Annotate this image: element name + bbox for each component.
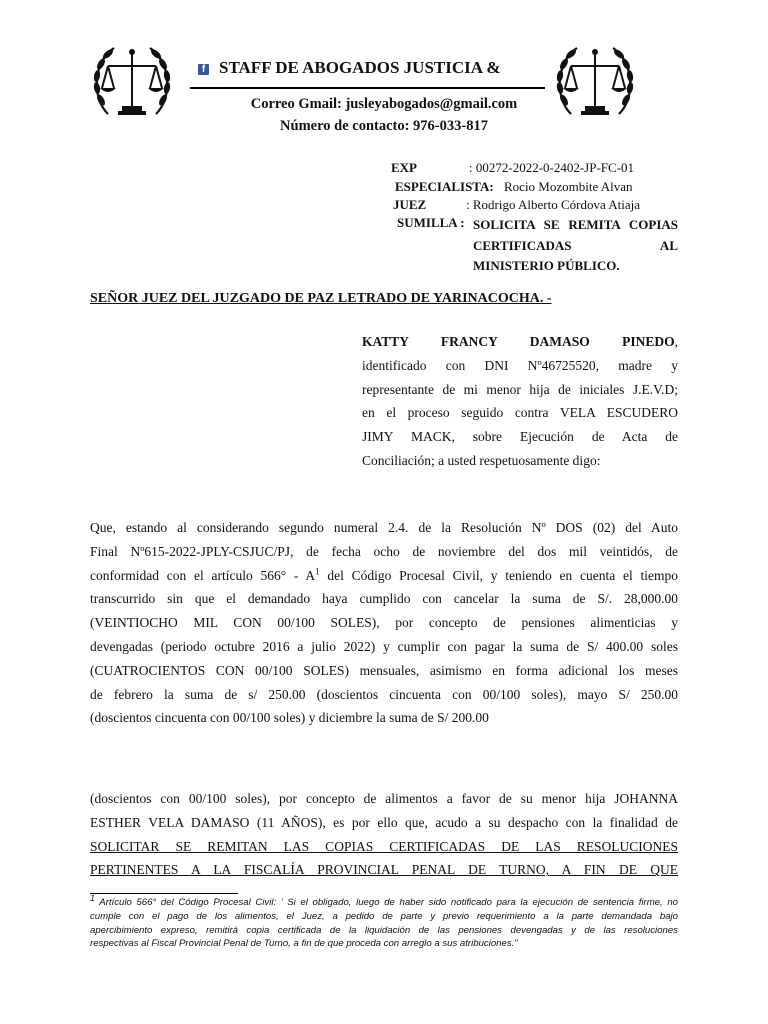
body-line-rest: del Código Procesal Civil, y teniendo en cuenta el tiempo — [319, 567, 679, 583]
footnote-line-text: Artículo 566° del Código Procesal Civil: ' Si el obligado, luego de haber sido notificado para la ejecución de sentencia firme, no — [95, 897, 678, 908]
body-line: transcurrido sin que el demandado haya cumplido con cancelar la suma de S/. 28,000.00 — [90, 591, 678, 607]
footnote-line: apercibimiento expreso, remitirá copia certificada de la liquidación de las pensiones devengadas y de las resoluciones — [90, 924, 678, 936]
juez-label: JUEZ — [393, 197, 427, 212]
body-line: (doscientos cincuenta con 00/100 soles) y diciembre la suma de S/ 200.00 — [90, 710, 489, 726]
body-line: ESTHER VELA DAMASO (11 AÑOS), es por ello que, acudo a su despacho con la finalidad de — [90, 814, 678, 830]
firm-title-text: STAFF DE ABOGADOS JUSTICIA & — [219, 58, 501, 77]
footnote-divider — [90, 893, 238, 894]
scales-of-justice-icon — [90, 42, 174, 126]
body-paragraph-1 — [90, 516, 678, 730]
presenter-name-line: KATTY FRANCY DAMASO PINEDO, — [362, 334, 678, 349]
especialista-label: ESPECIALISTA: — [395, 179, 494, 194]
especialista-value: Rocio Mozombite Alvan — [504, 179, 633, 194]
sumilla-line: MINISTERIO PÚBLICO. — [473, 258, 620, 273]
sumilla-text — [473, 215, 678, 277]
facebook-icon[interactable]: f — [198, 64, 209, 75]
footnote-marker: 1 — [90, 892, 96, 903]
footnote — [90, 892, 678, 951]
body-line: de febrero la suma de s/ 250.00 (doscientos cincuenta con 00/100 soles), mayo S/ 250.00 — [90, 686, 678, 702]
exp-value: : 00272-2022-0-2402-JP-FC-01 — [469, 160, 635, 175]
body-line-underlined: PERTINENTES A LA FISCALÍA PROVINCIAL PENAL DE TURNO, A FIN DE QUE — [90, 862, 678, 878]
firm-title — [198, 58, 548, 78]
footnote-line: respectivas al Fiscal Provincial Penal de Turno, a fin de que proceda con arreglo a sus atribuciones." — [90, 938, 518, 950]
presenter-line: JIMY MACK, sobre Ejecución de Acta de — [362, 429, 678, 445]
contact-phone: Número de contacto: 976-033-817 — [280, 118, 488, 134]
footnote-ref[interactable]: 1 — [315, 566, 320, 577]
footnote-line: cumple con el pago de los alimentos, el Juez, a pedido de parte y previo requerimiento a la parte demandada bajo — [90, 910, 678, 922]
footnote-line — [90, 892, 678, 910]
body-line: (doscientos con 00/100 soles), por concepto de alimentos a favor de su menor hija JOHANNA — [90, 791, 678, 806]
addressee-heading: SEÑOR JUEZ DEL JUZGADO DE PAZ LETRADO DE YARINACOCHA. - — [90, 291, 552, 306]
presenter-line: en el proceso seguido contra VELA ESCUDERO — [362, 405, 678, 421]
presenter-block — [362, 330, 678, 473]
body-line — [90, 564, 678, 588]
body-paragraph-2 — [90, 787, 678, 882]
body-line-underlined: SOLICITAR SE REMITAN LAS COPIAS CERTIFICADAS DE LAS RESOLUCIONES — [90, 838, 678, 854]
sumilla-label: SUMILLA : — [397, 215, 465, 230]
presenter-line: Conciliación; a usted respetuosamente digo: — [362, 452, 601, 468]
body-line: (CUATROCIENTOS CON 00/100 SOLES) mensuales, asimismo en forma adicional los meses — [90, 662, 678, 678]
presenter-name: KATTY FRANCY DAMASO PINEDO — [362, 334, 675, 349]
body-line: devengadas (periodo octubre 2016 a julio 2022) y cumplir con pagar la suma de S/ 400.00 soles — [90, 638, 678, 654]
exp-label: EXP — [391, 160, 417, 175]
sumilla-line: SOLICITA SE REMITA COPIAS — [473, 217, 678, 232]
sumilla-line: CERTIFICADAS AL — [473, 237, 678, 253]
header-divider — [190, 87, 545, 89]
body-line: (VEINTIOCHO MIL CON 00/100 SOLES), por concepto de pensiones alimenticias y — [90, 615, 678, 631]
contact-email: Correo Gmail: jusleyabogados@gmail.com — [250, 96, 518, 112]
presenter-line: representante de mi menor hija de iniciales J.E.V.D; — [362, 381, 678, 397]
body-line-start: conformidad con el artículo 566° - A — [90, 567, 316, 583]
scales-of-justice-icon — [553, 42, 637, 126]
juez-value: : Rodrigo Alberto Córdova Atiaja — [466, 197, 641, 212]
body-line: Que, estando al considerando segundo numeral 2.4. de la Resolución Nº DOS (02) del Auto — [90, 520, 678, 535]
body-line: Final Nº615-2022-JPLY-CSJUC/PJ, de fecha ocho de noviembre del dos mil veintidós, de — [90, 543, 678, 559]
presenter-line: identificado con DNI Nº46725520, madre y — [362, 357, 678, 373]
